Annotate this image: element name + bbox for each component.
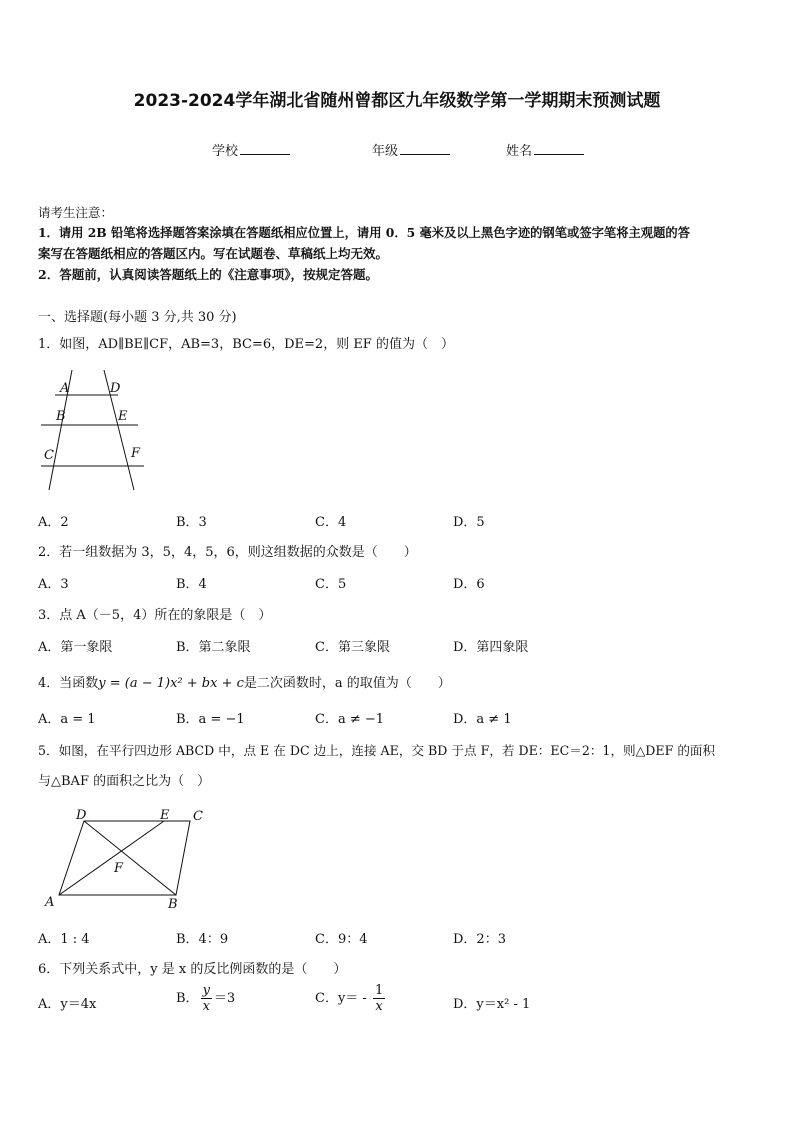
notice-line-2: 2．答题前，认真阅读答题纸上的《注意事项》，按规定答题。 [38, 267, 378, 282]
label-b: B [168, 897, 178, 912]
label-a: A [45, 895, 55, 910]
notice-heading: 请考生注意： [38, 205, 114, 220]
label-b: B [56, 409, 66, 424]
q4-option-b[interactable]: B．a = −1 [176, 712, 245, 727]
q2-option-b[interactable]: B．4 [176, 577, 207, 592]
q3-option-d[interactable]: D．第四象限 [453, 640, 529, 655]
q4-option-a[interactable]: A．a = 1 [38, 712, 96, 727]
q2-option-d[interactable]: D．6 [453, 577, 485, 592]
q2-option-c[interactable]: C．5 [315, 577, 347, 592]
page-title: 2023-2024学年湖北省随州曾都区九年级数学第一学期期末预测试题 [133, 91, 661, 111]
label-c: C [44, 448, 54, 463]
q4-option-d[interactable]: D．a ≠ 1 [453, 712, 512, 727]
q6-option-b-suffix: ＝3 [213, 991, 236, 1006]
q6-option-c-denominator: x [375, 999, 383, 1014]
school-blank [240, 142, 290, 155]
label-a: A [60, 381, 70, 396]
question-6-stem: 6．下列关系式中，y 是 x 的反比例函数的是（ ） [38, 962, 347, 977]
q6-option-b-fraction [201, 983, 212, 1014]
q1-option-a[interactable]: A．2 [38, 515, 69, 530]
label-f: F [114, 861, 124, 876]
q6-option-d[interactable]: D．y＝x² - 1 [453, 997, 531, 1012]
label-e: E [160, 808, 170, 823]
q2-option-a[interactable]: A．3 [38, 577, 69, 592]
q6-option-b-numerator: y [202, 983, 210, 998]
q3-option-c[interactable]: C．第三象限 [315, 640, 390, 655]
question-4-stem [38, 672, 451, 691]
q6-option-c-prefix: C．y＝ - [315, 991, 371, 1006]
q4-formula: y = (a − 1)x² + bx + c [98, 676, 244, 691]
name-label: 姓名 [506, 144, 533, 159]
q5-option-d[interactable]: D．2：3 [453, 932, 506, 947]
q6-option-a[interactable]: A．y＝4x [38, 997, 97, 1012]
name-field [506, 140, 584, 159]
q1-option-d[interactable]: D．5 [453, 515, 485, 530]
q3-option-a[interactable]: A．第一象限 [38, 640, 113, 655]
question-3-stem: 3．点 A（－5，4）所在的象限是（ ） [38, 608, 272, 623]
notice-line-1a: 1．请用 2B 铅笔将选择题答案涂填在答题纸相应位置上，请用 0．5 毫米及以上黑色字迹的钢笔或签字笔将主观题的答 [38, 225, 690, 240]
q5-option-a[interactable]: A．1 : 4 [38, 932, 90, 947]
notice-line-1b: 案写在答题纸相应的答题区内。写在试题卷、草稿纸上均无效。 [38, 246, 389, 261]
label-f: F [131, 446, 141, 461]
question-5-stem-line-2: 与△BAF 的面积之比为（ ） [38, 774, 211, 789]
label-e: E [118, 409, 128, 424]
q3-option-b[interactable]: B．第二象限 [176, 640, 251, 655]
section-heading: 一、选择题(每小题 3 分,共 30 分) [38, 310, 237, 325]
q4-stem-post: 是二次函数时，a 的取值为（ ） [243, 676, 451, 691]
q1-option-c[interactable]: C．4 [315, 515, 347, 530]
grade-field [372, 140, 450, 159]
q6-option-c-numerator: 1 [374, 983, 384, 998]
q4-stem-pre: 4．当函数 [38, 676, 99, 691]
q4-option-c[interactable]: C．a ≠ −1 [315, 712, 385, 727]
school-field [212, 140, 290, 159]
grade-blank [400, 142, 450, 155]
label-c: C [193, 809, 203, 824]
q1-parallel-lines-figure [38, 370, 158, 495]
grade-label: 年级 [372, 144, 399, 159]
name-blank [534, 142, 584, 155]
q1-option-b[interactable]: B．3 [176, 515, 207, 530]
q5-option-b[interactable]: B．4：9 [176, 932, 229, 947]
label-d: D [76, 808, 87, 823]
q5-option-c[interactable]: C．9：4 [315, 932, 368, 947]
q5-parallelogram-figure [38, 806, 218, 912]
question-2-stem: 2．若一组数据为 3，5，4，5，6，则这组数据的众数是（ ） [38, 545, 417, 560]
q6-option-c[interactable] [315, 983, 387, 1014]
question-5-stem-line-1: 5．如图，在平行四边形 ABCD 中，点 E 在 DC 边上，连接 AE，交 BD 于点 F，若 DE：EC＝2：1，则△DEF 的面积 [38, 743, 716, 758]
q6-option-c-fraction [373, 983, 385, 1014]
q6-option-b-prefix: B． [176, 991, 199, 1006]
label-d: D [110, 381, 121, 396]
q6-option-b-denominator: x [202, 999, 210, 1014]
q6-option-b[interactable] [176, 983, 235, 1014]
question-1-stem: 1．如图，AD∥BE∥CF，AB=3，BC=6，DE=2，则 EF 的值为（ ） [38, 337, 454, 352]
school-label: 学校 [212, 144, 239, 159]
